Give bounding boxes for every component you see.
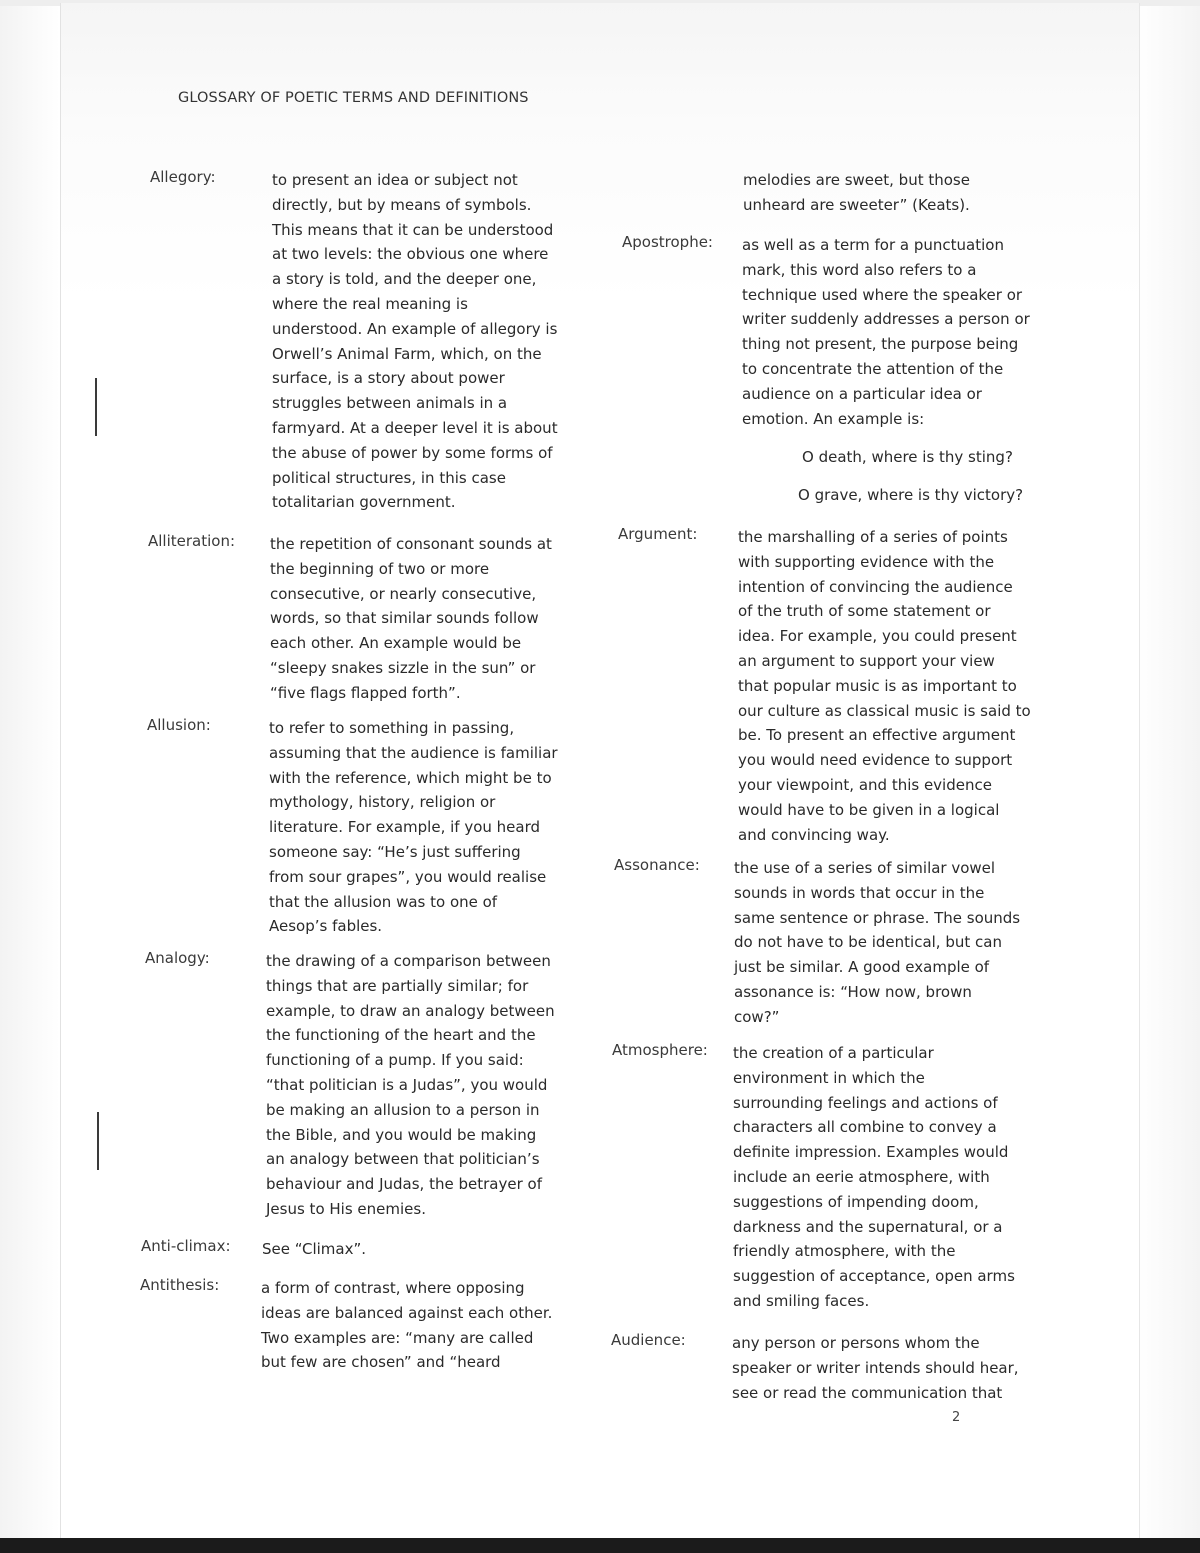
definition-line: Aesop’s fables. [269, 917, 383, 936]
definition-line: the functioning of the heart and the [266, 1026, 536, 1045]
definition-text [734, 856, 1020, 1030]
definition-line: and convincing way. [738, 825, 890, 844]
definition-line: suggestion of acceptance, open arms [733, 1267, 1015, 1286]
definition-line: the Bible, and you would be making [266, 1125, 537, 1144]
term-label: Assonance: [614, 856, 700, 874]
scan-margin-right [1138, 0, 1200, 1553]
definition-line: assonance is: “How now, brown [734, 982, 972, 1001]
definition-line: that popular music is as important to [738, 676, 1017, 695]
definition-line: idea. For example, you could present [738, 627, 1017, 646]
definition-line: same sentence or phrase. The sounds [734, 908, 1021, 927]
definition-line: unheard are sweeter” (Keats). [743, 195, 970, 214]
definition-text [266, 949, 555, 1222]
definition-line: struggles between animals in a [272, 394, 508, 413]
definition-line: behaviour and Judas, the betrayer of [266, 1175, 542, 1194]
definition-line: the creation of a particular [733, 1044, 934, 1062]
page-title: GLOSSARY OF POETIC TERMS AND DEFINITIONS [178, 90, 529, 106]
definition-line: consecutive, or nearly consecutive, [270, 584, 537, 603]
definition-line: Two examples are: “many are called [261, 1328, 534, 1347]
definition-line: characters all combine to convey a [733, 1118, 997, 1137]
definition-line: of the truth of some statement or [738, 602, 991, 621]
definition-line: where the real meaning is [272, 294, 468, 313]
definition-text [732, 1331, 1019, 1405]
definition-line: functioning of a pump. If you said: [266, 1051, 524, 1070]
definition-text [743, 168, 970, 218]
definition-line: sounds in words that occur in the [734, 883, 985, 902]
term-label: Atmosphere: [612, 1041, 708, 1059]
definition-line: writer suddenly addresses a person or [742, 310, 1030, 329]
definition-line: assuming that the audience is familiar [269, 743, 558, 762]
term-label: Anti-climax: [141, 1237, 231, 1255]
definition-line: surface, is a story about power [272, 369, 505, 388]
definition-line: and smiling faces. [733, 1291, 870, 1310]
definition-line: include an eerie atmosphere, with [733, 1167, 990, 1186]
definition-line: technique used where the speaker or [742, 285, 1023, 304]
definition-line: cow?” [734, 1007, 780, 1026]
definition-line: emotion. An example is: [742, 409, 925, 428]
definition-text [262, 1237, 366, 1262]
definition-line: “sleepy snakes sizzle in the sun” or [270, 658, 536, 677]
term-label: Argument: [618, 525, 698, 543]
definition-text [272, 168, 558, 515]
term-label: Antithesis: [140, 1276, 220, 1294]
definition-text [270, 532, 552, 706]
definition-line: “five flags flapped forth”. [270, 683, 461, 702]
definition-line: understood. An example of allegory is [272, 319, 558, 338]
definition-text [269, 716, 558, 939]
definition-line: do not have to be identical, but can [734, 933, 1002, 952]
definition-line: things that are partially similar; for [266, 976, 529, 995]
scan-border-bottom [0, 1538, 1200, 1553]
definition-line: the marshalling of a series of points [738, 528, 1008, 546]
definition-line: farmyard. At a deeper level it is about [272, 418, 558, 437]
definition-line: to refer to something in passing, [269, 719, 515, 737]
definition-line: at two levels: the obvious one where [272, 245, 549, 264]
definition-line: ideas are balanced against each other. [261, 1303, 553, 1322]
punch-hole-mark-top [95, 378, 97, 436]
definition-line: from sour grapes”, you would realise [269, 867, 547, 886]
term-label: Apostrophe: [622, 233, 713, 251]
definition-line: to concentrate the attention of the [742, 359, 1004, 378]
term-label: Allegory: [150, 168, 216, 186]
definition-line: This means that it can be understood [272, 220, 554, 239]
definition-line: “that politician is a Judas”, you would [266, 1075, 548, 1094]
definition-line: each other. An example would be [270, 634, 522, 653]
definition-line: the beginning of two or more [270, 559, 490, 578]
definition-line: definite impression. Examples would [733, 1143, 1009, 1162]
definition-text [738, 525, 1031, 847]
definition-line: Orwell’s Animal Farm, which, on the [272, 344, 542, 363]
definition-line: would have to be given in a logical [738, 800, 1000, 819]
page-number: 2 [952, 1410, 961, 1425]
definition-line: speaker or writer intends should hear, [732, 1358, 1019, 1377]
definition-line: just be similar. A good example of [734, 958, 990, 977]
definition-line: someone say: “He’s just suffering [269, 842, 521, 861]
definition-text [733, 1041, 1015, 1314]
definition-line: be making an allusion to a person in [266, 1100, 540, 1119]
definition-line: as well as a term for a punctuation [742, 236, 1004, 254]
definition-line: suggestions of impending doom, [733, 1192, 979, 1211]
definition-line: totalitarian government. [272, 493, 456, 512]
definition-line: the use of a series of similar vowel [734, 859, 996, 877]
definition-line: any person or persons whom the [732, 1334, 980, 1352]
punch-hole-mark-bottom [97, 1112, 99, 1170]
definition-line: melodies are sweet, but those [743, 171, 970, 189]
definition-text [742, 233, 1030, 431]
definition-line: environment in which the [733, 1068, 925, 1087]
definition-line: an analogy between that politician’s [266, 1150, 540, 1169]
term-label: Audience: [611, 1331, 686, 1349]
term-label: Allusion: [147, 716, 211, 734]
definition-line: with supporting evidence with the [738, 552, 995, 571]
definition-line: the abuse of power by some forms of [272, 443, 553, 462]
example-quote: O death, where is thy sting? [802, 448, 1013, 466]
definition-line: your viewpoint, and this evidence [738, 775, 992, 794]
definition-line: with the reference, which might be to [269, 768, 552, 787]
definition-line: friendly atmosphere, with the [733, 1242, 956, 1261]
definition-line: mythology, history, religion or [269, 793, 496, 812]
definition-line: example, to draw an analogy between [266, 1001, 555, 1020]
definition-line: you would need evidence to support [738, 751, 1013, 770]
definition-line: a form of contrast, where opposing [261, 1279, 525, 1297]
definition-line: literature. For example, if you heard [269, 818, 540, 837]
term-label: Analogy: [145, 949, 210, 967]
scan-margin-left [0, 0, 60, 1553]
definition-line: the repetition of consonant sounds at [270, 535, 552, 553]
definition-line: thing not present, the purpose being [742, 335, 1019, 354]
definition-line: intention of convincing the audience [738, 577, 1013, 596]
definition-text [261, 1276, 552, 1375]
definition-line: the drawing of a comparison between [266, 952, 551, 970]
definition-line: be. To present an effective argument [738, 726, 1016, 745]
definition-line: an argument to support your view [738, 651, 995, 670]
definition-line: Jesus to His enemies. [266, 1199, 426, 1218]
definition-line: but few are chosen” and “heard [261, 1353, 501, 1372]
definition-line: that the allusion was to one of [269, 892, 498, 911]
definition-line: our culture as classical music is said to [738, 701, 1031, 720]
definition-line: directly, but by means of symbols. [272, 195, 532, 214]
definition-line: darkness and the supernatural, or a [733, 1217, 1003, 1236]
definition-line: to present an idea or subject not [272, 171, 518, 189]
definition-line: see or read the communication that [732, 1383, 1003, 1402]
definition-line: See “Climax”. [262, 1240, 367, 1258]
term-label: Alliteration: [148, 532, 236, 550]
definition-line: words, so that similar sounds follow [270, 609, 539, 628]
definition-line: a story is told, and the deeper one, [272, 270, 537, 289]
definition-line: political structures, in this case [272, 468, 506, 487]
definition-line: mark, this word also refers to a [742, 260, 977, 279]
definition-line: audience on a particular idea or [742, 384, 982, 403]
definition-line: surrounding feelings and actions of [733, 1093, 998, 1112]
example-quote: O grave, where is thy victory? [798, 486, 1024, 504]
